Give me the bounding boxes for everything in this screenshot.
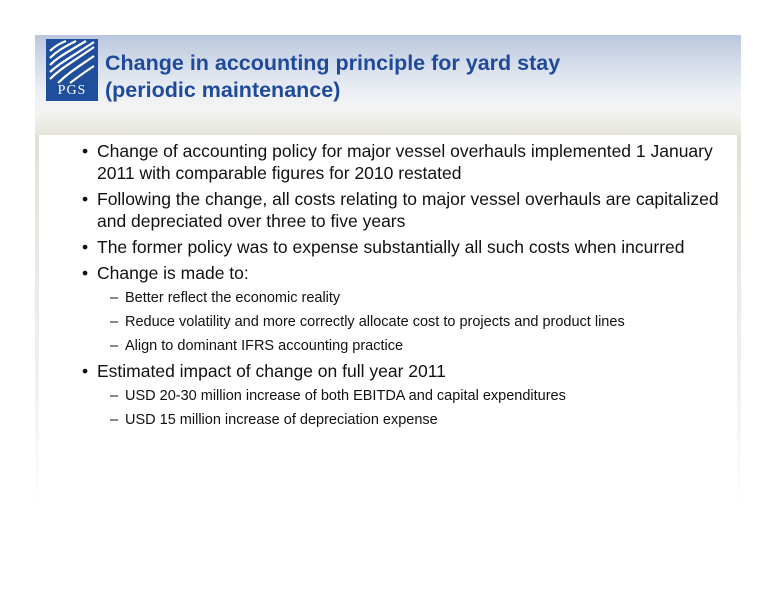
bullet-item: • Estimated impact of change on full year 2011 bbox=[82, 360, 722, 382]
left-edge-shade bbox=[35, 135, 39, 505]
bullet-item: • Change of accounting policy for major vessel overhauls implemented 1 January 2011 with comparable figures for 2010 restated bbox=[82, 140, 722, 184]
sub-bullet-item: – Align to dominant IFRS accounting practice bbox=[110, 336, 722, 356]
bullet-list bbox=[82, 140, 722, 434]
sub-bullet-list bbox=[82, 386, 722, 430]
sub-bullet-item: – USD 15 million increase of depreciation expense bbox=[110, 410, 722, 430]
sub-bullet-item: – USD 20-30 million increase of both EBITDA and capital expenditures bbox=[110, 386, 722, 406]
sub-bullet-item: – Better reflect the economic reality bbox=[110, 288, 722, 308]
slide-title bbox=[105, 50, 725, 104]
bullet-item: • Following the change, all costs relating to major vessel overhauls are capitalized and depreciated over three to five years bbox=[82, 188, 722, 232]
sub-bullet-item: – Reduce volatility and more correctly allocate cost to projects and product lines bbox=[110, 312, 722, 332]
logo-text: PGS bbox=[57, 83, 87, 98]
header-band bbox=[35, 113, 741, 135]
sub-bullet-list bbox=[82, 288, 722, 356]
wave-logo-icon bbox=[46, 39, 98, 85]
bullet-item: • The former policy was to expense substantially all such costs when incurred bbox=[82, 236, 722, 258]
slide-title-line-2: (periodic maintenance) bbox=[105, 78, 341, 102]
pgs-logo bbox=[46, 39, 98, 101]
slide-title-line-1: Change in accounting principle for yard stay bbox=[105, 51, 561, 75]
bullet-item: • Change is made to: bbox=[82, 262, 722, 284]
right-edge-shade bbox=[737, 135, 741, 505]
slide-header bbox=[35, 35, 741, 113]
